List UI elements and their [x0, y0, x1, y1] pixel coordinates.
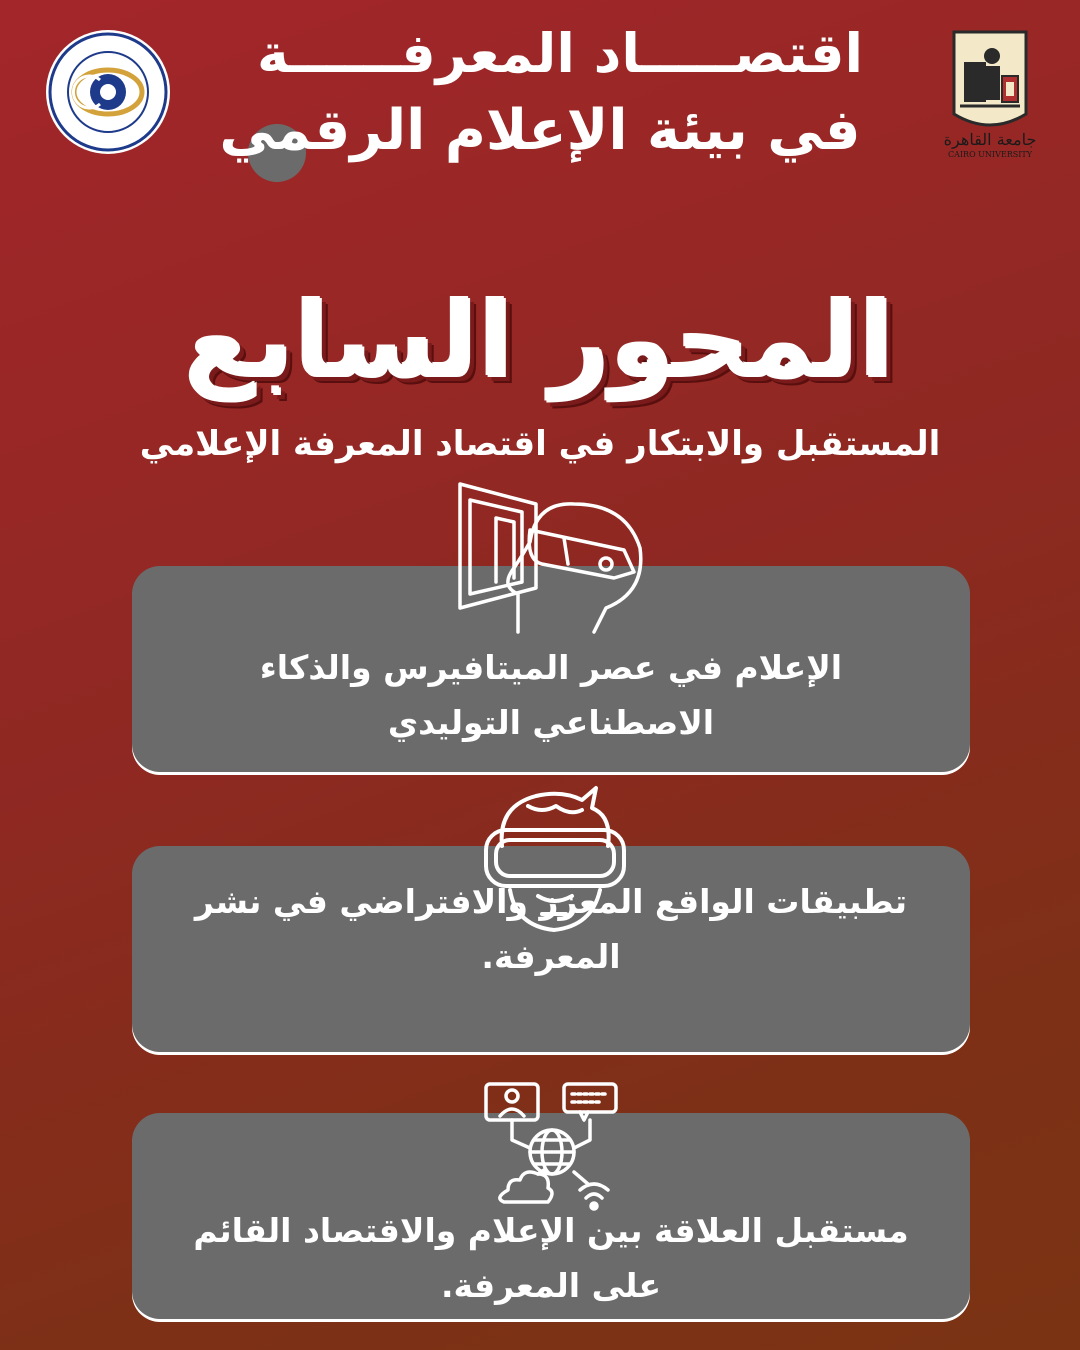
section-title: المحور السابع	[184, 280, 896, 402]
cairo-university-english-text: CAIRO UNIVERSITY	[948, 150, 1032, 159]
topic-card-3-text: مستقبل العلاقة بين الإعلام والاقتصاد القائم على المعرفة.	[193, 1211, 909, 1305]
vr-headset-portal-icon	[456, 482, 656, 638]
topic-card-2-text: تطبيقات الواقع المعزز والافتراضي في نشر المعرفة.	[194, 882, 908, 976]
vr-goggles-person-icon	[482, 786, 628, 938]
cairo-university-arabic-text: جامعة القاهرة	[943, 130, 1037, 149]
network-globe-icon	[484, 1080, 620, 1220]
page-title-line-2: في بيئة الإعلام الرقمي	[219, 98, 861, 163]
topic-card-1-text: الإعلام في عصر الميتافيرس والذكاء الاصطناعي التوليدي	[259, 648, 843, 742]
page-title-line-1: اقتصـــــاد المعرفــــــة	[256, 22, 864, 85]
section-subtitle: المستقبل والابتكار في اقتصاد المعرفة الإعلامي	[139, 424, 941, 464]
